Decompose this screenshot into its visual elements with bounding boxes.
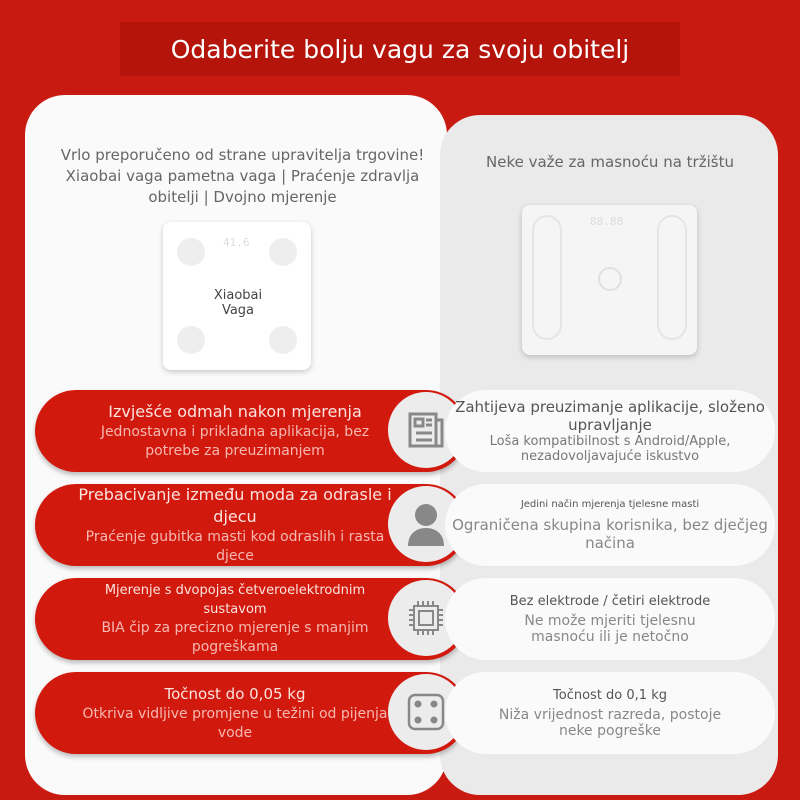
feature-desc: Jednostavna i prikladna aplikacija, bez potrebe za preuzimanjem	[100, 424, 370, 459]
competitor-desc: Niža vrijednost razreda, postoje neke pogreške	[498, 706, 722, 739]
feature-desc: Otkriva vidljive promjene u težini od pijenja vode	[82, 706, 388, 741]
competitor-title: Jedini način mjerenja tjelesne masti	[520, 498, 700, 510]
competitor-desc: Ne može mjeriti tjelesnu masnoću ili je netočno	[524, 612, 696, 645]
competitor-row	[445, 484, 775, 566]
feature-row	[35, 578, 467, 660]
competitor-desc: Ograničena skupina korisnika, bez dječjeg načina	[452, 515, 768, 552]
feature-row	[35, 672, 467, 754]
feature-row	[35, 484, 467, 566]
competitor-row	[445, 578, 775, 660]
competitor-row	[445, 672, 775, 754]
scale-label: Xiaobai Vaga	[213, 288, 263, 318]
feature-row	[35, 390, 467, 472]
xiaobai-scale-image	[163, 222, 311, 370]
competitor-title: Zahtijeva preuzimanje aplikacije, složeno upravljanje	[455, 398, 765, 434]
competitor-title: Bez elektrode / četiri elektrode	[509, 593, 711, 609]
competitor-desc: Loša kompatibilnost s Android/Apple, nezadovoljavajuće iskustvo	[489, 434, 731, 464]
feature-title: Mjerenje s dvopojas četveroelektrodnim sustavom	[104, 583, 366, 617]
competitor-scale-image	[522, 205, 697, 355]
competitor-row	[445, 390, 775, 472]
page-title: Odaberite bolju vagu za svoju obitelj	[120, 22, 680, 76]
feature-desc: BIA čip za precizno mjerenje s manjim pogreškama	[101, 620, 369, 655]
competitor-title: Točnost do 0,1 kg	[553, 687, 667, 703]
scale-display: 41.6	[223, 236, 250, 249]
scale-display: 88.88	[590, 215, 624, 228]
competitor-header: Neke važe za masnoću na tržištu	[486, 153, 734, 171]
feature-title: Prebacivanje između moda za odrasle i djecu	[78, 485, 392, 526]
feature-desc: Praćenje gubitka masti kod odraslih i rasta djece	[85, 529, 385, 564]
feature-title: Izvješće odmah nakon mjerenja	[108, 402, 362, 421]
recommended-header: Vrlo preporučeno od strane upravitelja trgovine! Xiaobai vaga pametna vaga | Praćenje zdravlja obitelji | Dvojno mjerenje	[60, 146, 425, 206]
feature-title: Točnost do 0,05 kg	[164, 685, 306, 703]
